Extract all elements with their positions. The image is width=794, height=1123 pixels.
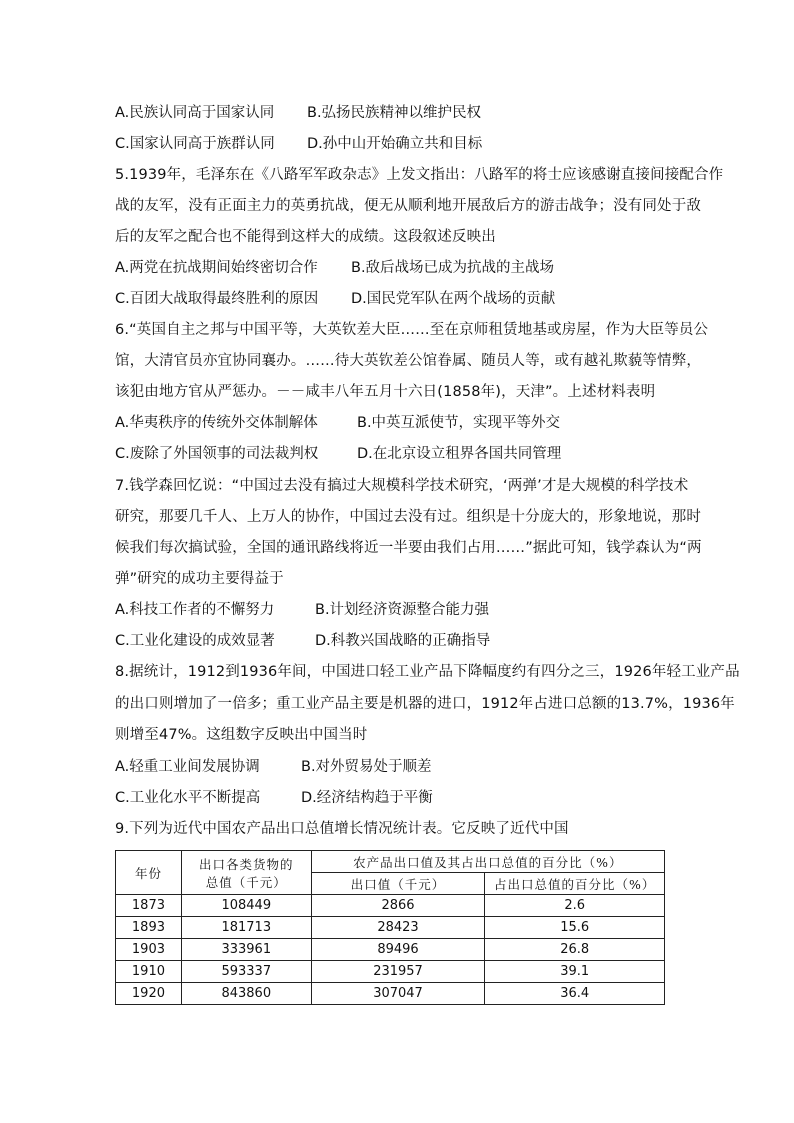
- q7-option-c[interactable]: C.工业化建设的成效显著: [115, 633, 275, 649]
- cell-total: 333961: [181, 939, 311, 961]
- cell-percent: 26.8: [485, 939, 665, 961]
- cell-total: 181713: [181, 917, 311, 939]
- q6-stem-line-1: 6.“英国自主之邦与中国平等，大英钦差大臣……至在京师租赁地基或房屋，作为大臣等员公: [115, 322, 709, 338]
- header-agri-export-value: 出口值（千元）: [311, 873, 485, 895]
- table-row: [116, 983, 665, 1005]
- q7-stem-line-3: 候我们每次搞试验，全国的通讯路线将近一半要由我们占用……”据此可知，钱学森认为“两: [115, 540, 702, 556]
- q6-option-d[interactable]: D.在北京设立租界各国共同管理: [357, 446, 562, 462]
- cell-agri-value: 307047: [311, 983, 485, 1005]
- q4-option-a[interactable]: A.民族认同高于国家认同: [115, 105, 275, 121]
- q5-option-b[interactable]: B.敌后战场已成为抗战的主战场: [351, 260, 555, 276]
- cell-total: 843860: [181, 983, 311, 1005]
- table-row: [116, 895, 665, 917]
- q8-option-a[interactable]: A.轻重工业间发展协调: [115, 759, 260, 775]
- q8-option-d[interactable]: D.经济结构趋于平衡: [301, 790, 433, 806]
- q7-option-b[interactable]: B.计划经济资源整合能力强: [315, 602, 490, 618]
- cell-year: 1893: [116, 917, 182, 939]
- header-year: 年份: [116, 851, 182, 895]
- q4-option-c[interactable]: C.国家认同高于族群认同: [115, 136, 275, 152]
- cell-total: 108449: [181, 895, 311, 917]
- q4-option-d[interactable]: D.孙中山开始确立共和目标: [307, 136, 483, 152]
- q8-stem-line-2: 的出口则增加了一倍多；重工业产品主要是机器的进口，1912年占进口总额的13.7%，1936年: [115, 696, 735, 712]
- q5-stem-line-3: 后的友军之配合也不能得到这样大的成绩。这段叙述反映出: [115, 229, 496, 245]
- q6-option-c[interactable]: C.废除了外国领事的司法裁判权: [115, 446, 319, 462]
- q5-option-a[interactable]: A.两党在抗战期间始终密切合作: [115, 260, 318, 276]
- cell-agri-value: 28423: [311, 917, 485, 939]
- export-statistics-table: [115, 850, 665, 1005]
- q6-option-b[interactable]: B.中英互派使节，实现平等外交: [357, 415, 561, 431]
- q7-stem-line-1: 7.钱学森回忆说：“中国过去没有搞过大规模科学技术研究，‘两弹’才是大规模的科学技术: [115, 478, 689, 494]
- q9-stem-line-1: 9.下列为近代中国农产品出口总值增长情况统计表。它反映了近代中国: [115, 821, 569, 837]
- q5-stem-line-1: 5.1939年，毛泽东在《八路军军政杂志》上发文指出：八路军的将士应该感谢直接间接配合作: [115, 167, 724, 183]
- cell-percent: 36.4: [485, 983, 665, 1005]
- q7-stem-line-4: 弹”研究的成功主要得益于: [115, 571, 284, 587]
- q7-option-a[interactable]: A.科技工作者的不懈努力: [115, 602, 275, 618]
- header-agri-group: 农产品出口值及其占出口总值的百分比（%）: [311, 851, 664, 873]
- q4-option-b[interactable]: B.弘扬民族精神以维护民权: [307, 105, 482, 121]
- table-row: [116, 961, 665, 983]
- cell-percent: 39.1: [485, 961, 665, 983]
- q8-option-b[interactable]: B.对外贸易处于顺差: [301, 759, 432, 775]
- cell-year: 1910: [116, 961, 182, 983]
- q7-stem-line-2: 研究，那要几千人、上万人的协作，中国过去没有过。组织是十分庞大的，形象地说，那时: [115, 509, 701, 525]
- q5-stem-line-2: 战的友军，没有正面主力的英勇抗战，便无从顺利地开展敌后方的游击战争；没有同处于敌: [115, 198, 701, 214]
- table-row: [116, 917, 665, 939]
- header-total-line-2: 总值（千元）: [205, 874, 287, 890]
- header-agri-percent: 占出口总值的百分比（%）: [485, 873, 665, 895]
- table-row: [116, 939, 665, 961]
- cell-total: 593337: [181, 961, 311, 983]
- q8-option-c[interactable]: C.工业化水平不断提高: [115, 790, 261, 806]
- q6-stem-line-3: 该犯由地方官从严惩办。－－咸丰八年五月十六日(1858年)，天津”。上述材料表明: [115, 384, 656, 400]
- q5-option-d[interactable]: D.国民党军队在两个战场的贡献: [351, 291, 556, 307]
- cell-agri-value: 2866: [311, 895, 485, 917]
- cell-year: 1903: [116, 939, 182, 961]
- cell-year: 1920: [116, 983, 182, 1005]
- q8-stem-line-3: 则增至47%。这组数字反映出中国当时: [115, 727, 368, 743]
- cell-agri-value: 89496: [311, 939, 485, 961]
- q5-option-c[interactable]: C.百团大战取得最终胜利的原因: [115, 291, 319, 307]
- q7-option-d[interactable]: D.科教兴国战略的正确指导: [315, 633, 491, 649]
- cell-year: 1873: [116, 895, 182, 917]
- cell-agri-value: 231957: [311, 961, 485, 983]
- header-total-value: [181, 851, 311, 895]
- header-total-line-1: 出口各类货物的: [199, 856, 294, 872]
- cell-percent: 15.6: [485, 917, 665, 939]
- q6-stem-line-2: 馆，大清官员亦宜协同襄办。……待大英钦差公馆眷属、随员人等，或有越礼欺藐等情弊，: [115, 353, 701, 369]
- cell-percent: 2.6: [485, 895, 665, 917]
- q8-stem-line-1: 8.据统计，1912到1936年间，中国进口轻工业产品下降幅度约有四分之三，1926年轻工业产品: [115, 664, 740, 680]
- q6-option-a[interactable]: A.华夷秩序的传统外交体制解体: [115, 415, 318, 431]
